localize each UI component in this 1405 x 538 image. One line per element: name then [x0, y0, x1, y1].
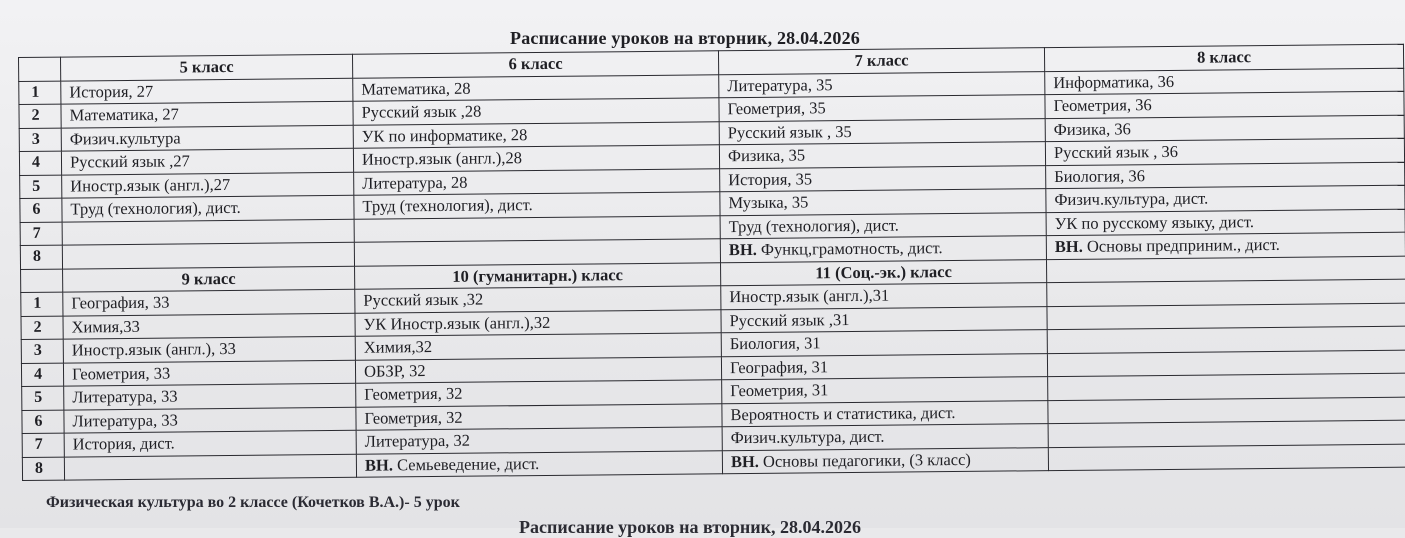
- lesson-cell: Физич.культура, дист.: [1046, 185, 1405, 212]
- lesson-number: 8: [22, 457, 64, 481]
- lesson-cell: История, дист.: [64, 430, 356, 456]
- lesson-cell: Иностр.язык (англ.),27: [62, 172, 354, 198]
- lesson-number: 3: [21, 339, 63, 363]
- class-header: 10 (гуманитарн.) класс: [355, 262, 721, 289]
- lesson-cell: Иностр.язык (англ.),28: [353, 145, 719, 172]
- lesson-cell: Литература, 33: [64, 407, 356, 433]
- lesson-cell: [354, 239, 720, 266]
- lesson-cell: Труд (технология), дист.: [354, 192, 720, 219]
- class-header: 9 класс: [63, 266, 355, 292]
- lesson-number: 1: [19, 81, 61, 105]
- lesson-cell: УК по информатике, 28: [353, 121, 719, 148]
- extracurricular-marker: ВН.: [730, 451, 759, 471]
- lesson-cell: [1047, 350, 1405, 377]
- extracurricular-marker: ВН.: [364, 455, 393, 475]
- class-header: 11 (Соц.-эк.) класс: [721, 259, 1047, 286]
- lesson-cell: ВН. Функц,грамотность, дист.: [720, 236, 1046, 263]
- corner-cell: [19, 57, 61, 81]
- next-page-title-cut: Расписание уроков на вторник, 28.04.2026: [519, 517, 861, 537]
- class-header: 5 класс: [61, 54, 353, 80]
- lesson-number: 6: [22, 410, 64, 434]
- lesson-cell: Геометрия, 31: [722, 377, 1048, 404]
- lesson-cell: Геометрия, 32: [356, 403, 722, 430]
- lesson-cell: Русский язык , 36: [1045, 138, 1404, 165]
- class-header: [1046, 256, 1405, 283]
- lesson-cell: Вероятность и статистика, дист.: [722, 400, 1048, 427]
- lesson-cell: Геометрия, 36: [1045, 91, 1404, 118]
- lesson-number: 2: [19, 104, 61, 128]
- lesson-cell: ВН. Семьеведение, дист.: [356, 450, 722, 477]
- lesson-cell: Геометрия, 33: [63, 360, 355, 386]
- lesson-number: 4: [19, 151, 61, 175]
- lesson-number: 3: [19, 128, 61, 152]
- lesson-cell: Труд (технология), дист.: [62, 195, 354, 221]
- corner-cell: [21, 269, 63, 293]
- lesson-cell: Литература, 33: [64, 383, 356, 409]
- lesson-cell: География, 31: [721, 353, 1047, 380]
- schedule-table: [18, 44, 1405, 481]
- lesson-cell: История, 35: [720, 165, 1046, 192]
- lesson-number: 4: [21, 363, 63, 387]
- lesson-cell: Литература, 28: [354, 168, 720, 195]
- class-header: 8 класс: [1044, 44, 1403, 71]
- lesson-cell: Физика, 36: [1045, 115, 1404, 142]
- lesson-cell: ОБЗР, 32: [355, 356, 721, 383]
- lesson-cell: [64, 454, 356, 480]
- lesson-number: 7: [20, 222, 62, 246]
- page-title: Расписание уроков на вторник, 28.04.2026: [510, 28, 860, 48]
- lesson-cell: Русский язык ,31: [721, 306, 1047, 333]
- lesson-cell: [1047, 279, 1405, 306]
- lesson-cell: Физич.культура: [61, 125, 353, 151]
- lesson-number: 7: [22, 433, 64, 457]
- lesson-cell: Геометрия, 32: [356, 380, 722, 407]
- lesson-cell: [1047, 326, 1405, 353]
- lesson-cell: [354, 215, 720, 242]
- lesson-cell: [1048, 420, 1405, 447]
- lesson-cell: Химия,32: [355, 333, 721, 360]
- lesson-cell: [1048, 397, 1405, 424]
- lesson-cell: [62, 242, 354, 268]
- extracurricular-marker: ВН.: [728, 240, 757, 260]
- lesson-cell: Литература, 32: [356, 427, 722, 454]
- lesson-cell: Математика, 27: [61, 101, 353, 127]
- lesson-cell: Музыка, 35: [720, 189, 1046, 216]
- extracurricular-marker: ВН.: [1054, 237, 1083, 257]
- lesson-cell: Труд (технология), дист.: [720, 212, 1046, 239]
- lesson-number: 6: [20, 198, 62, 222]
- lesson-cell: ВН. Основы педагогики, (3 класс): [722, 447, 1048, 474]
- lesson-cell: Физика, 35: [719, 142, 1045, 169]
- lesson-number: 2: [21, 316, 63, 340]
- lesson-cell: Биология, 36: [1046, 162, 1405, 189]
- class-header: 6 класс: [352, 51, 718, 78]
- lesson-number: 8: [20, 245, 62, 269]
- lesson-cell: [1048, 373, 1405, 400]
- lesson-cell: Русский язык ,27: [61, 148, 353, 174]
- lesson-cell: [1047, 303, 1405, 330]
- lesson-cell: Химия,33: [63, 313, 355, 339]
- lesson-cell: УК по русскому языку, дист.: [1046, 209, 1405, 236]
- lesson-cell: География, 33: [63, 289, 355, 315]
- class-header: 7 класс: [718, 48, 1044, 75]
- footnote: Физическая культура во 2 классе (Кочетков В.А.)- 5 урок: [46, 494, 460, 511]
- lesson-cell: Иностр.язык (англ.),31: [721, 283, 1047, 310]
- lesson-cell: [62, 219, 354, 245]
- lesson-cell: ВН. Основы предприним., дист.: [1046, 232, 1405, 259]
- lesson-cell: Геометрия, 35: [719, 95, 1045, 122]
- lesson-cell: Русский язык ,28: [353, 98, 719, 125]
- lesson-cell: УК Иностр.язык (англ.),32: [355, 309, 721, 336]
- lesson-cell: Русский язык , 35: [719, 118, 1045, 145]
- lesson-number: 5: [20, 175, 62, 199]
- lesson-cell: Физич.культура, дист.: [722, 424, 1048, 451]
- lesson-number: 1: [21, 292, 63, 316]
- lesson-cell: Биология, 31: [721, 330, 1047, 357]
- lesson-cell: История, 27: [61, 78, 353, 104]
- lesson-cell: Иностр.язык (англ.), 33: [63, 336, 355, 362]
- lesson-number: 5: [22, 386, 64, 410]
- lesson-cell: [1048, 444, 1405, 471]
- lesson-cell: Литература, 35: [719, 71, 1045, 98]
- lesson-cell: Математика, 28: [353, 74, 719, 101]
- lesson-cell: Русский язык ,32: [355, 286, 721, 313]
- lesson-cell: Информатика, 36: [1045, 68, 1404, 95]
